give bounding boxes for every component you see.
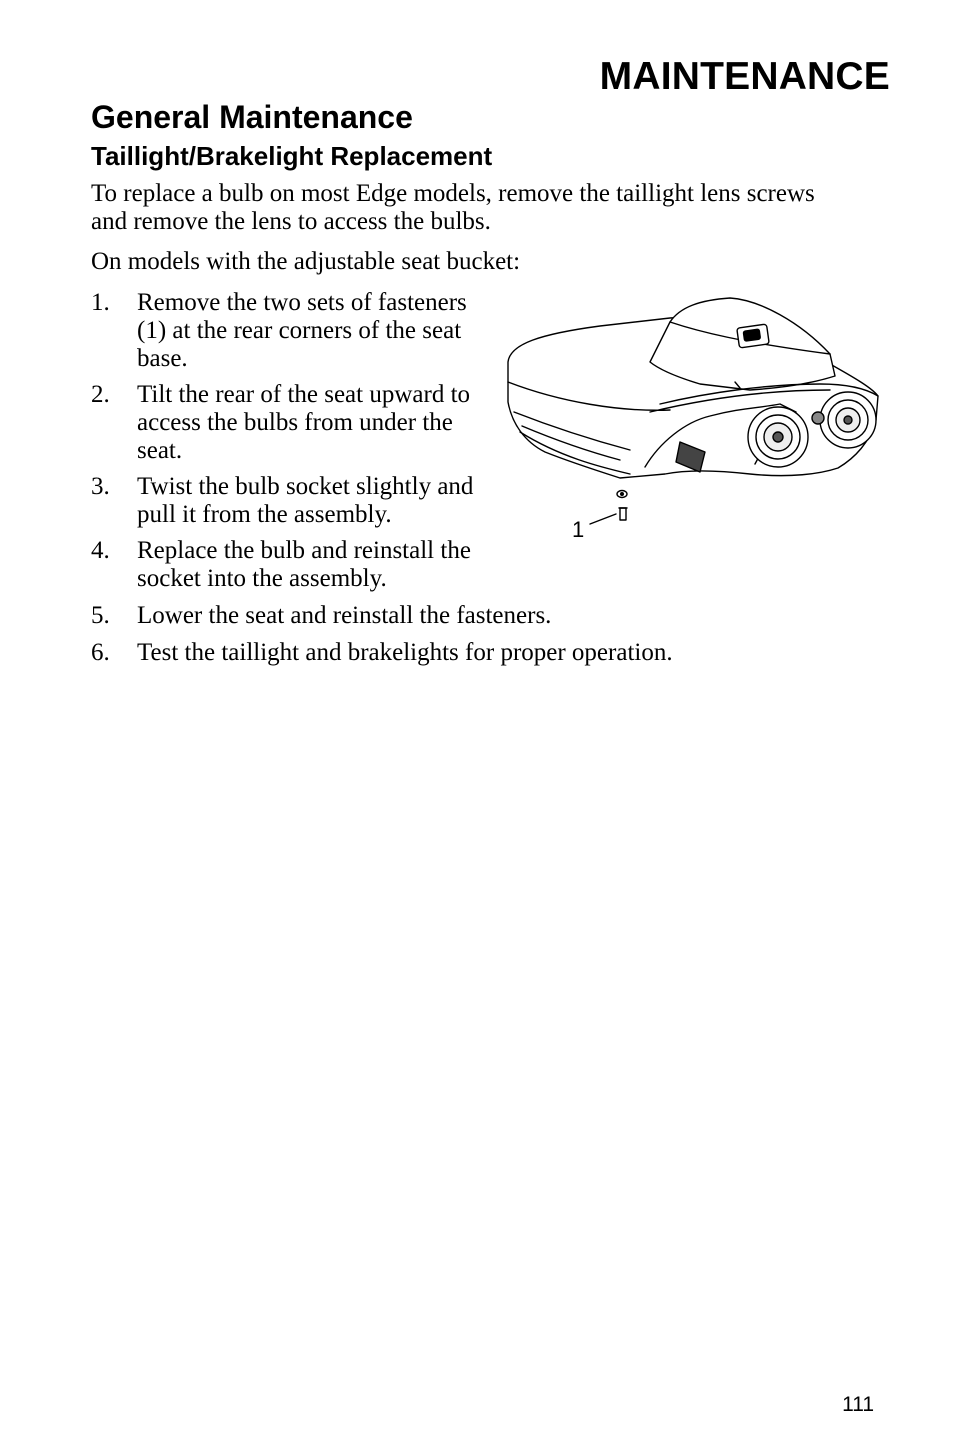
seat-taillight-illustration [500, 292, 890, 552]
models-paragraph: On models with the adjustable seat bucket: [91, 248, 521, 275]
step-number: 5. [91, 602, 110, 629]
step-number: 6. [91, 639, 110, 666]
list-item [91, 602, 897, 630]
step-text: Twist the bulb socket slightly and pull it from the assembly. [137, 473, 474, 528]
list-item [91, 381, 477, 465]
step-number: 2. [91, 381, 110, 408]
step-text: Remove the two sets of fasteners (1) at the rear corners of the seat base. [137, 289, 467, 372]
step-text: Tilt the rear of the seat upward to access the bulbs from under the seat. [137, 381, 471, 464]
subsection-heading: Taillight/Brakelight Replacement [91, 141, 493, 171]
section-heading: General Maintenance [91, 99, 413, 135]
list-item [91, 537, 477, 593]
list-item [91, 639, 897, 667]
step-text: Lower the seat and reinstall the fasteners. [137, 602, 552, 629]
step-number: 4. [91, 537, 110, 564]
step-text: Test the taillight and brakelights for proper operation. [137, 639, 673, 666]
page-number: 111 [842, 1393, 874, 1416]
list-item [91, 289, 477, 373]
list-item [91, 473, 477, 529]
step-text: Replace the bulb and reinstall the socket into the assembly. [137, 537, 471, 592]
step-number: 1. [91, 289, 110, 316]
section-header: MAINTENANCE [599, 55, 890, 98]
intro-paragraph: To replace a bulb on most Edge models, remove the taillight lens screws and remove the lens to access the bulbs. [91, 180, 815, 235]
step-number: 3. [91, 473, 110, 500]
callout-label: 1 [572, 517, 585, 542]
